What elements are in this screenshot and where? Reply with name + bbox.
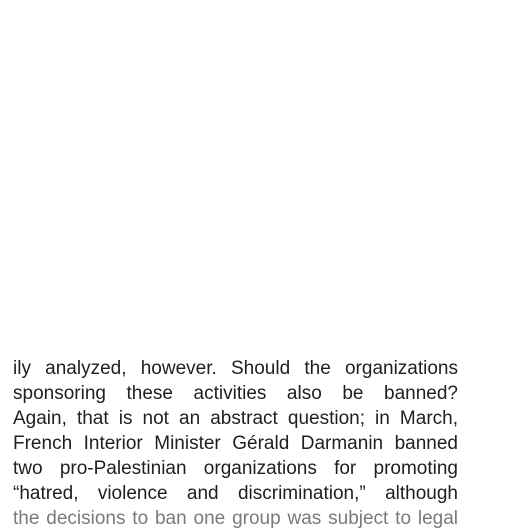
text-line: “hatred, violence and discrimination,” although (13, 483, 458, 504)
article-text (13, 356, 458, 529)
text-line-partial: the decisions to ban one group was subject to legal (13, 508, 458, 529)
text-line: sponsoring these activities also be banned? (13, 383, 458, 404)
text-line: French Interior Minister Gérald Darmanin banned (13, 433, 458, 454)
text-line: ily analyzed, however. Should the organizations (13, 358, 458, 379)
text-line: two pro-Palestinian organizations for promoting (13, 458, 458, 479)
text-line: Again, that is not an abstract question; in March, (13, 408, 458, 429)
